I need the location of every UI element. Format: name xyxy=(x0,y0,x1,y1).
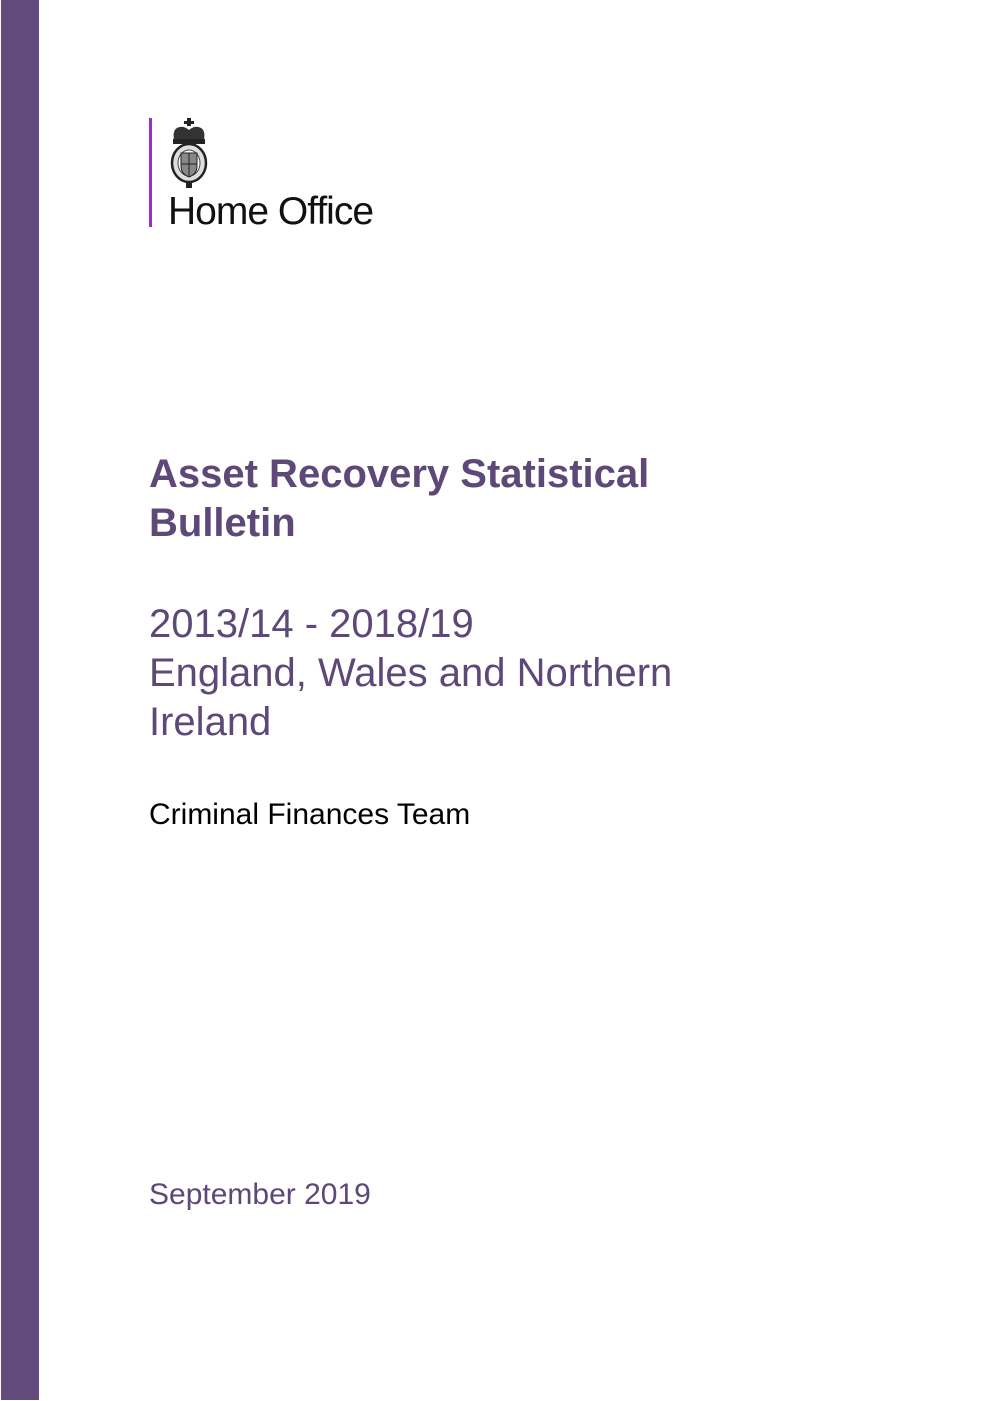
title-line-1: Asset Recovery Statistical xyxy=(149,452,650,496)
royal-crest-icon xyxy=(166,118,212,190)
title-line-2: Bulletin xyxy=(149,501,296,545)
side-bar-decoration xyxy=(1,0,39,1400)
logo-accent-rule xyxy=(149,118,152,227)
home-office-logo xyxy=(148,118,408,233)
document-title xyxy=(149,450,849,548)
region-line-1: England, Wales and Northern xyxy=(149,651,673,695)
period-range: 2013/14 - 2018/19 xyxy=(149,602,474,646)
document-subtitle xyxy=(149,600,849,747)
region-line-2: Ireland xyxy=(149,700,272,744)
author-team: Criminal Finances Team xyxy=(149,798,471,831)
logo-text: Home Office xyxy=(168,190,374,233)
publication-date: September 2019 xyxy=(149,1178,371,1211)
